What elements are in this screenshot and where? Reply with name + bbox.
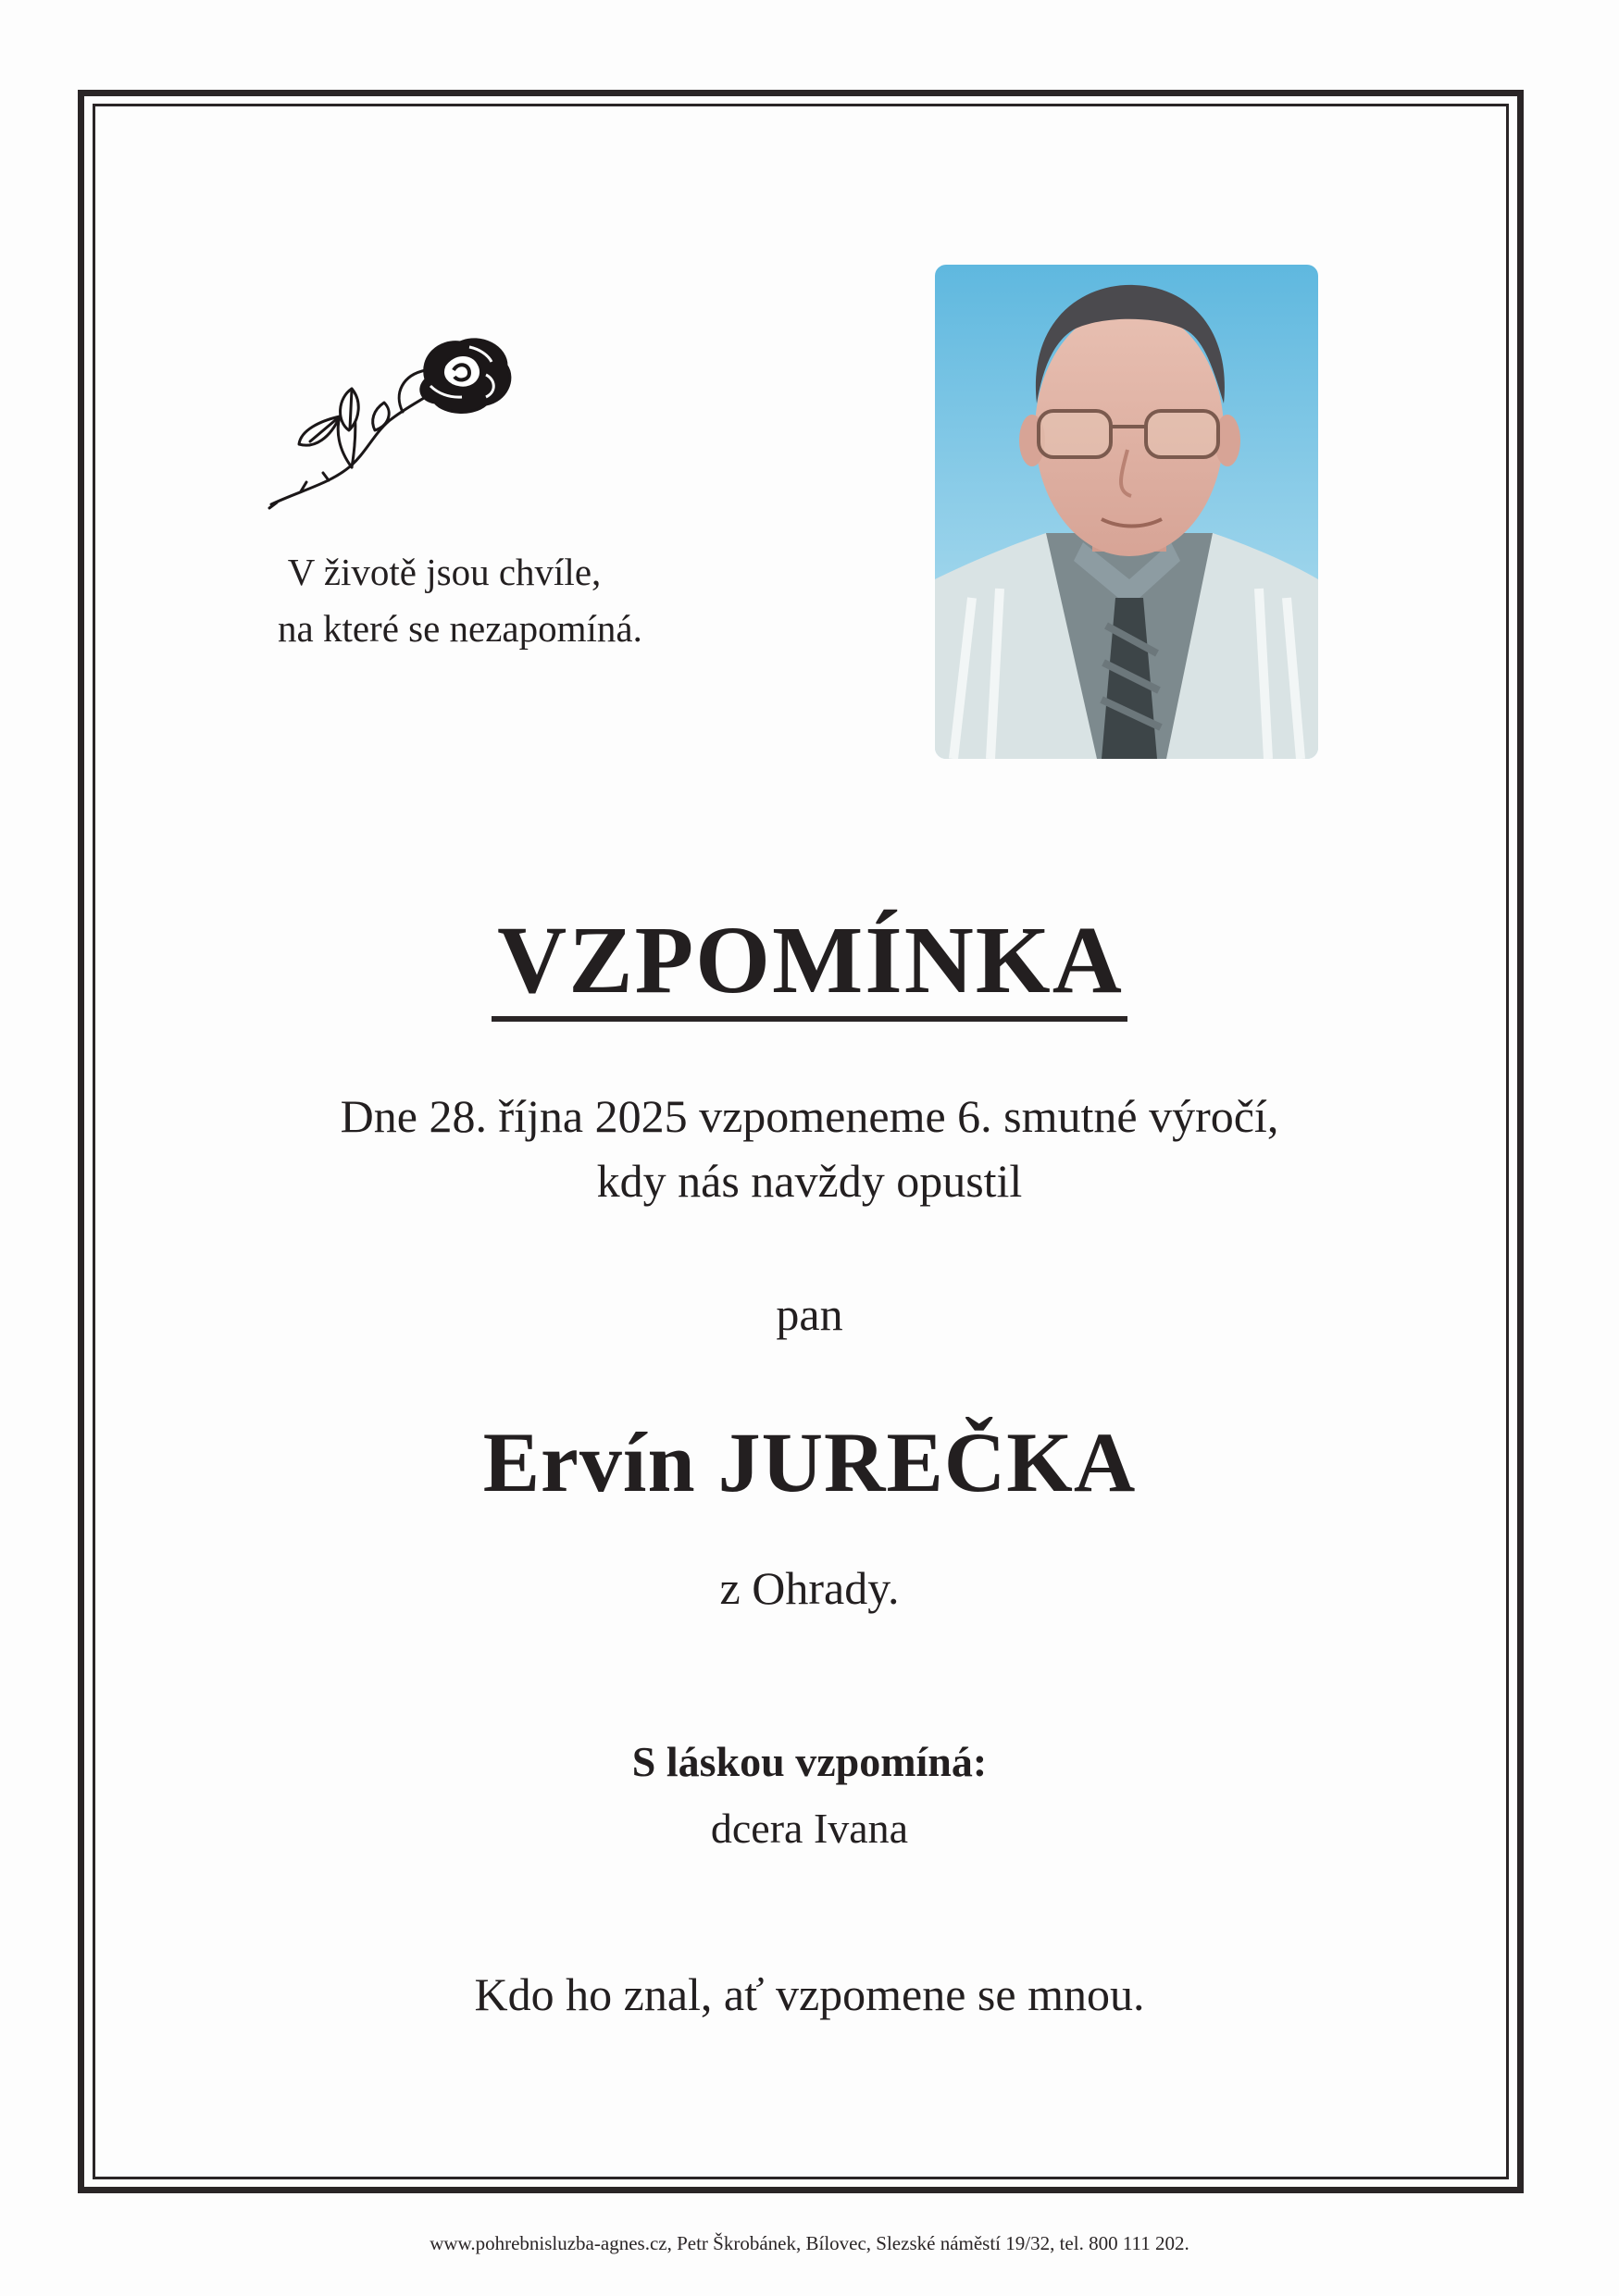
signoff-label: S láskou vzpomíná: <box>631 1738 988 1785</box>
motto <box>278 544 642 657</box>
closing-line: Kdo ho znal, ať vzpomene se mnou. <box>474 1968 1145 2020</box>
heading-remembrance <box>0 905 1619 1022</box>
motto-line-2: na které se nezapomíná. <box>278 607 642 650</box>
heading-text: VZPOMÍNKA <box>492 905 1127 1022</box>
deceased-name: Ervín JUREČKA <box>482 1415 1137 1509</box>
origin-text: z Ohrady. <box>719 1562 900 1614</box>
rose-icon <box>264 329 518 523</box>
announcement-line-2: kdy nás navždy opustil <box>596 1155 1023 1207</box>
title-honorific: pan <box>776 1288 843 1340</box>
portrait-photo <box>935 265 1318 759</box>
motto-line-1: V životě jsou chvíle, <box>287 551 602 593</box>
signoff-by: dcera Ivana <box>710 1805 909 1852</box>
footer-contact: www.pohrebnisluzba-agnes.cz, Petr Škrobánek, Bílovec, Slezské náměstí 19/32, tel. 800 111 202. <box>430 2232 1189 2254</box>
announcement-line-1: Dne 28. října 2025 vzpomeneme 6. smutné výročí, <box>340 1090 1279 1142</box>
